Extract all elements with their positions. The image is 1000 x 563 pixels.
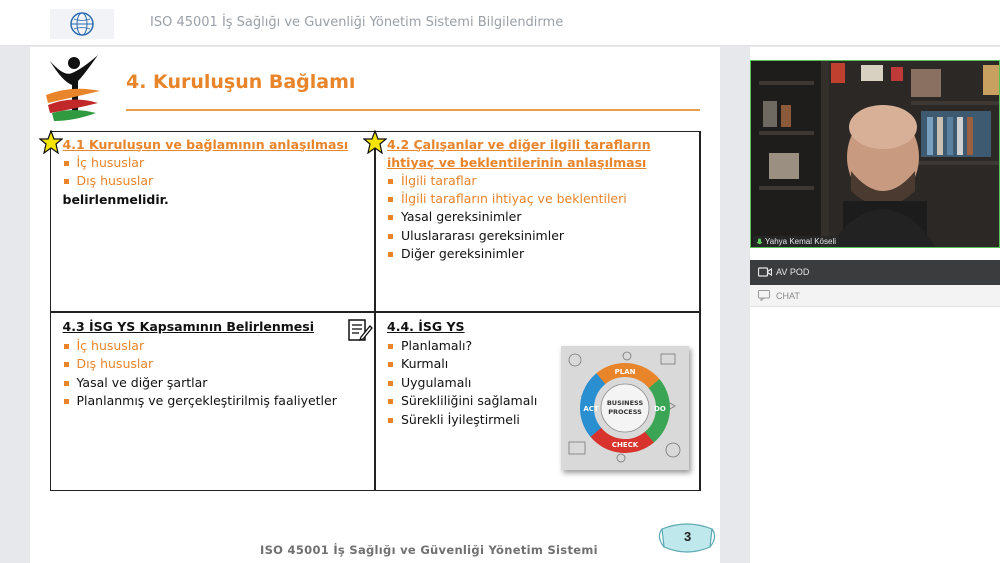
star-icon [363,130,387,154]
pdca-plan-label: PLAN [614,368,636,376]
av-pod-header[interactable] [750,260,1000,285]
slide-footer: ISO 45001 İş Sağlığı ve Güvenliği Yönetim Sistemi [260,543,598,557]
bullet-list [387,337,537,429]
app-header [0,0,1000,46]
list-item: İç hususlar [63,154,154,172]
pdca-do-label: DO [654,405,666,413]
cell-scope [50,311,376,491]
org-logo [50,9,114,39]
participant-name-tag [753,236,839,247]
pdca-cycle-image [561,346,689,470]
list-item: Planlamalı? [387,337,537,355]
video-feed[interactable] [750,60,1000,248]
cell-interested-parties [374,131,700,313]
star-icon [39,130,63,154]
cell-note: belirlenmelidir. [62,191,169,207]
meeting-title: ISO 45001 İş Sağlığı ve Guvenliği Yönetim Sistemi Bilgilendirme [150,15,564,30]
pdca-act-label: ACT [583,405,599,413]
list-item: İlgili tarafların ihtiyaç ve beklentileri [387,190,627,208]
list-item: Planlanmış ve gerçekleştirilmiş faaliyetler [63,392,337,410]
isg-figure-logo [42,51,102,125]
list-item: Dış hususlar [63,355,337,373]
list-item: Yasal ve diğer şartlar [63,374,337,392]
chat-pod-header[interactable] [750,285,1000,307]
list-item: Uygulamalı [387,374,537,392]
list-item: Sürekli İyileştirmeli [387,411,537,429]
pdca-check-label: CHECK [611,441,639,449]
webcam-image [751,61,1000,248]
cell-context [50,131,376,313]
bullet-list [63,154,154,191]
chat-messages-area[interactable] [750,308,1000,563]
list-item: İlgili taraflar [387,172,627,190]
bullet-list [387,172,627,264]
presentation-area [0,47,750,563]
pdca-center-label-2: PROCESS [608,408,642,416]
side-panel [750,47,1000,563]
list-item: Diğer gereksinimler [387,245,627,263]
slide-title: 4. Kuruluşun Bağlamı [126,71,356,93]
cell-ohs-ms [374,311,700,491]
cell-heading: 4.2 Çalışanlar ve diğer ilgili tarafların ihtiyaç ve beklentilerinin anlaşılması [387,136,651,170]
document-edit-icon [347,318,373,342]
content-grid [50,131,701,491]
video-camera-icon [758,267,772,277]
list-item: Uluslararası gereksinimler [387,227,627,245]
cell-heading: 4.1 Kuruluşun ve bağlamının anlaşılması [62,136,349,152]
slide [30,47,720,563]
list-item: İç hususlar [63,337,337,355]
pdca-diagram [561,346,689,470]
globe-icon [69,11,95,37]
chat-bubble-icon [758,290,770,301]
list-item: Yasal gereksinimler [387,208,627,226]
list-item: Sürekliliğini sağlamalı [387,392,537,410]
page-number: 3 [684,529,692,544]
bullet-list [63,337,337,411]
cell-heading: 4.4. İSG YS [387,319,465,334]
title-divider [126,109,700,111]
chat-pod-label: CHAT [776,291,800,301]
cell-heading: 4.3 İSG YS Kapsamının Belirlenmesi [62,319,314,334]
pdca-center-label-1: BUSINESS [606,399,644,407]
list-item: Dış hususlar [63,172,154,190]
participant-name: Yahya Kemal Köseli [765,237,836,246]
microphone-icon [756,238,763,246]
list-item: Kurmalı [387,355,537,373]
av-pod-label: AV POD [776,267,810,277]
